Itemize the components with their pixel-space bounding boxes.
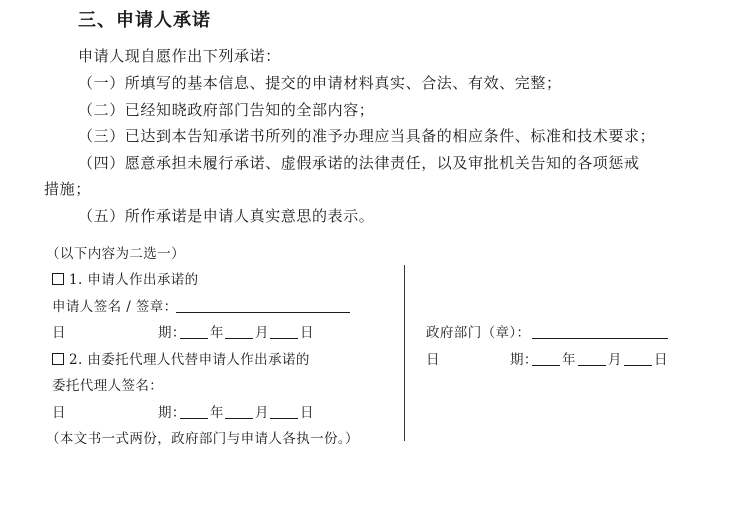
gov-seal-line[interactable] xyxy=(532,338,668,339)
year-label-2: 年 xyxy=(210,405,224,421)
gov-day-blank[interactable] xyxy=(624,365,652,366)
agent-sign-label: 委托代理人签名： xyxy=(52,378,164,394)
checkbox-option-2-icon[interactable] xyxy=(52,353,64,365)
gov-year-blank[interactable] xyxy=(532,365,560,366)
column-divider xyxy=(404,265,405,441)
day-blank-2[interactable] xyxy=(270,418,298,419)
commitment-item-4-line-2: 措施； xyxy=(44,180,91,198)
commitment-item-5: （五）所作承诺是申请人真实意思的表示。 xyxy=(78,207,375,225)
applicant-sign-label: 申请人签名 / 签章： xyxy=(52,299,178,315)
option-1-row[interactable] xyxy=(52,268,199,288)
gov-date-label-ri: 日 xyxy=(426,352,440,368)
month-blank-2[interactable] xyxy=(225,418,253,419)
section-title: 三、申请人承诺 xyxy=(78,10,211,31)
date-label-qi-1: 期： xyxy=(158,325,186,341)
year-blank-1[interactable] xyxy=(180,338,208,339)
date-label-qi-2: 期： xyxy=(158,405,186,421)
commitment-item-4-line-1: （四）愿意承担未履行承诺、虚假承诺的法律责任，以及审批机关告知的各项惩戒 xyxy=(78,154,640,172)
month-label-2: 月 xyxy=(255,405,269,421)
copies-note: （本文书一式两份，政府部门与申请人各执一份。） xyxy=(46,431,359,447)
applicant-sign-line[interactable] xyxy=(176,312,350,313)
date-label-ri-1: 日 xyxy=(52,325,66,341)
gov-month-blank[interactable] xyxy=(578,365,606,366)
day-label-2: 日 xyxy=(300,405,314,421)
month-blank-1[interactable] xyxy=(225,338,253,339)
checkbox-option-1-icon[interactable] xyxy=(52,273,64,285)
year-blank-2[interactable] xyxy=(180,418,208,419)
commitment-item-3: （三）已达到本告知承诺书所列的准予办理应当具备的相应条件、标准和技术要求； xyxy=(78,127,656,145)
commitment-intro: 申请人现自愿作出下列承诺： xyxy=(78,47,281,65)
commitment-item-1: （一）所填写的基本信息、提交的申请材料真实、合法、有效、完整； xyxy=(78,74,562,92)
option-1-label: 1. 申请人作出承诺的 xyxy=(69,272,199,288)
date-label-ri-2: 日 xyxy=(52,405,66,421)
gov-day-label: 日 xyxy=(654,352,668,368)
gov-seal-label: 政府部门（章）： xyxy=(426,325,531,341)
month-label-1: 月 xyxy=(255,325,269,341)
year-label-1: 年 xyxy=(210,325,224,341)
gov-year-label: 年 xyxy=(562,352,576,368)
option-2-row[interactable] xyxy=(52,348,310,368)
gov-month-label: 月 xyxy=(608,352,622,368)
option-2-label: 2. 由委托代理人代替申请人作出承诺的 xyxy=(69,352,310,368)
choice-note: （以下内容为二选一） xyxy=(46,246,185,262)
gov-date-label-qi: 期： xyxy=(510,352,538,368)
day-blank-1[interactable] xyxy=(270,338,298,339)
day-label-1: 日 xyxy=(300,325,314,341)
commitment-item-2: （二）已经知晓政府部门告知的全部内容； xyxy=(78,101,375,119)
